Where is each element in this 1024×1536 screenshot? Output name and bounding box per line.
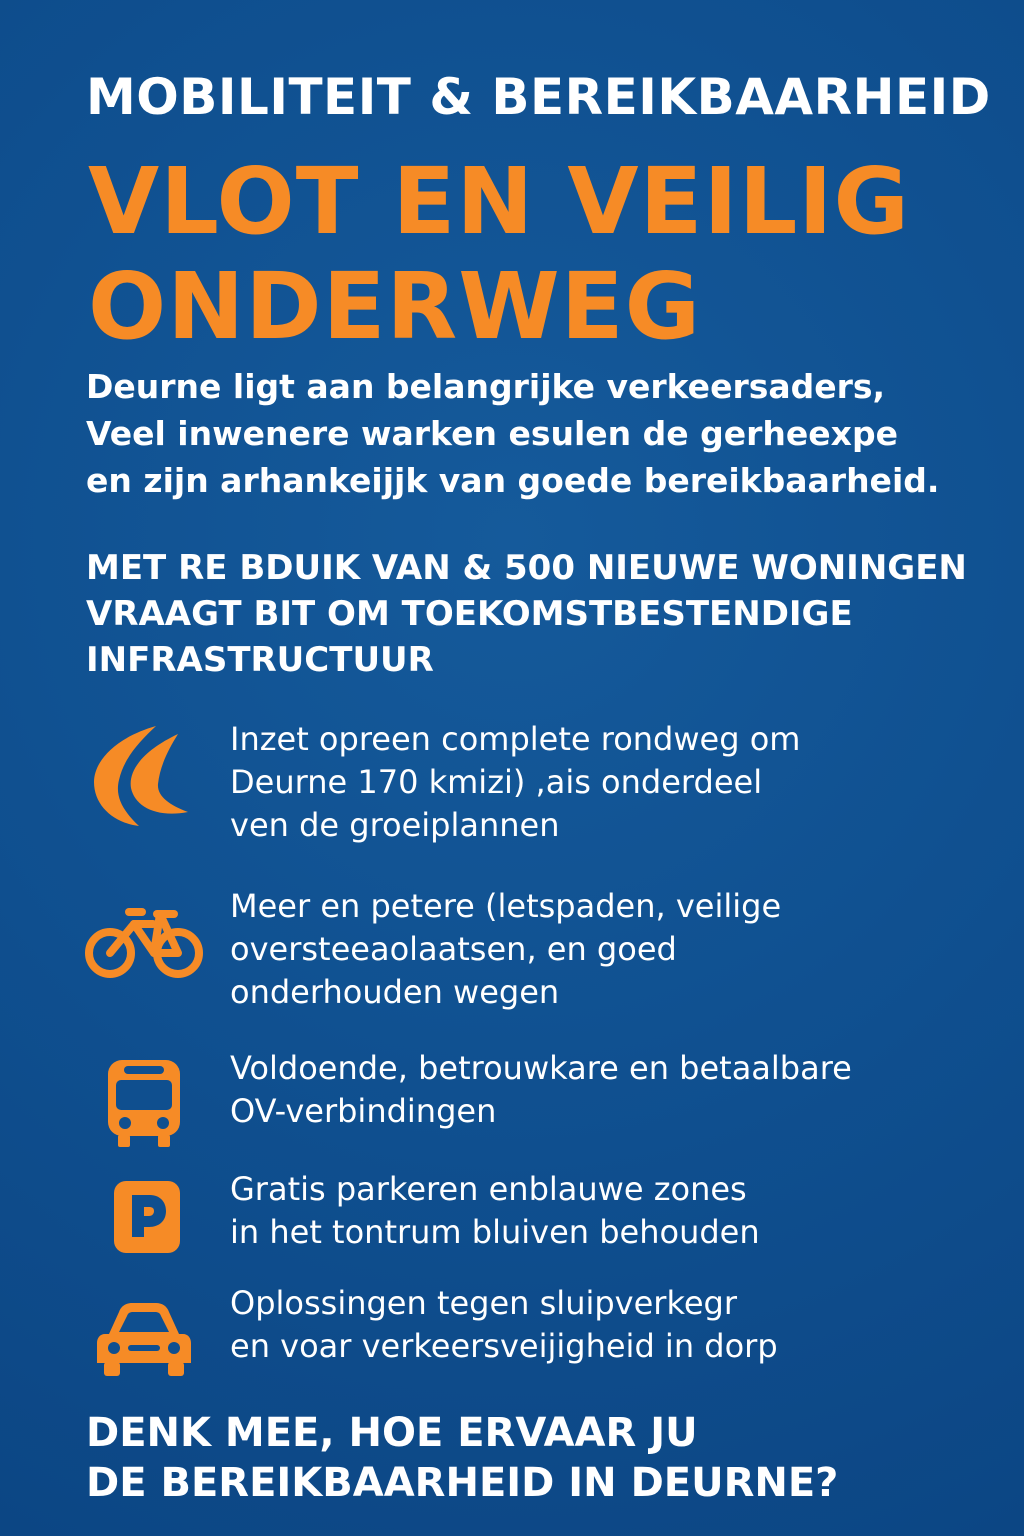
infrastructure-statement xyxy=(86,545,976,684)
parking-text xyxy=(230,1168,950,1254)
statement-line-1: MET RE BDUIK VAN & 500 NIEUWE WONINGEN xyxy=(86,548,967,588)
cycling-text xyxy=(230,885,950,1015)
main-headline xyxy=(88,150,968,360)
intro-line-1: Deurne ligt aan belangrijke verkeersaders, xyxy=(86,367,886,406)
intro-line-2: Veel inwenere warken esulen de gerheexpe xyxy=(86,413,898,453)
ring-road-icon xyxy=(84,718,204,828)
traffic-safety-text xyxy=(230,1282,950,1368)
item-line: Inzet opreen complete rondweg om xyxy=(230,720,801,758)
item-line: ven de groeiplannen xyxy=(230,806,560,845)
item-line: Deurne 170 kmizi) ,ais onderdeel xyxy=(230,763,763,802)
statement-line-3: INFRASTRUCTUUR xyxy=(86,640,434,681)
section-kicker: MOBILITEIT & BEREIKBAARHEID xyxy=(86,68,991,126)
item-line: onderhouden wegen xyxy=(230,973,560,1012)
headline-line-2: ONDERWEG xyxy=(88,252,702,360)
item-line: Gratis parkeren enblauwe zones xyxy=(230,1170,747,1208)
item-line: en voar verkeersveijigheid in dorp xyxy=(230,1327,778,1366)
parking-icon xyxy=(84,1168,204,1278)
bicycle-icon xyxy=(84,885,204,995)
item-line: oversteeaolaatsen, en goed xyxy=(230,930,677,969)
closing-line-2: DE BEREIKBAARHEID IN DEURNE? xyxy=(86,1460,839,1506)
public-transport-text xyxy=(230,1047,950,1133)
ring-road-text xyxy=(230,718,950,848)
priority-item-public-transport xyxy=(84,1047,964,1187)
priority-item-ring-road xyxy=(84,718,964,858)
item-line: Voldoende, betrouwkare en betaalbare xyxy=(230,1049,852,1087)
priority-item-traffic-safety xyxy=(84,1282,964,1422)
intro-paragraph xyxy=(86,364,976,505)
item-line: Oplossingen tegen sluipverkegr xyxy=(230,1284,737,1322)
intro-line-3: en zijn arhankeijjk van goede bereikbaarheid. xyxy=(86,460,940,500)
closing-question xyxy=(86,1408,966,1508)
statement-line-2: VRAAGT BIT OM TOEKOMSTBESTENDIGE xyxy=(86,594,853,635)
item-line: Meer en petere (letspaden, veilige xyxy=(230,887,782,925)
priority-item-cycling xyxy=(84,885,964,1025)
headline-line-1: VLOT EN VEILIG xyxy=(88,148,911,255)
item-line: OV-verbindingen xyxy=(230,1092,497,1131)
item-line: in het tontrum bluiven behouden xyxy=(230,1213,760,1252)
car-icon xyxy=(84,1282,204,1392)
bus-icon xyxy=(84,1047,204,1157)
closing-line-1: DENK MEE, HOE ERVAAR JU xyxy=(86,1410,698,1456)
